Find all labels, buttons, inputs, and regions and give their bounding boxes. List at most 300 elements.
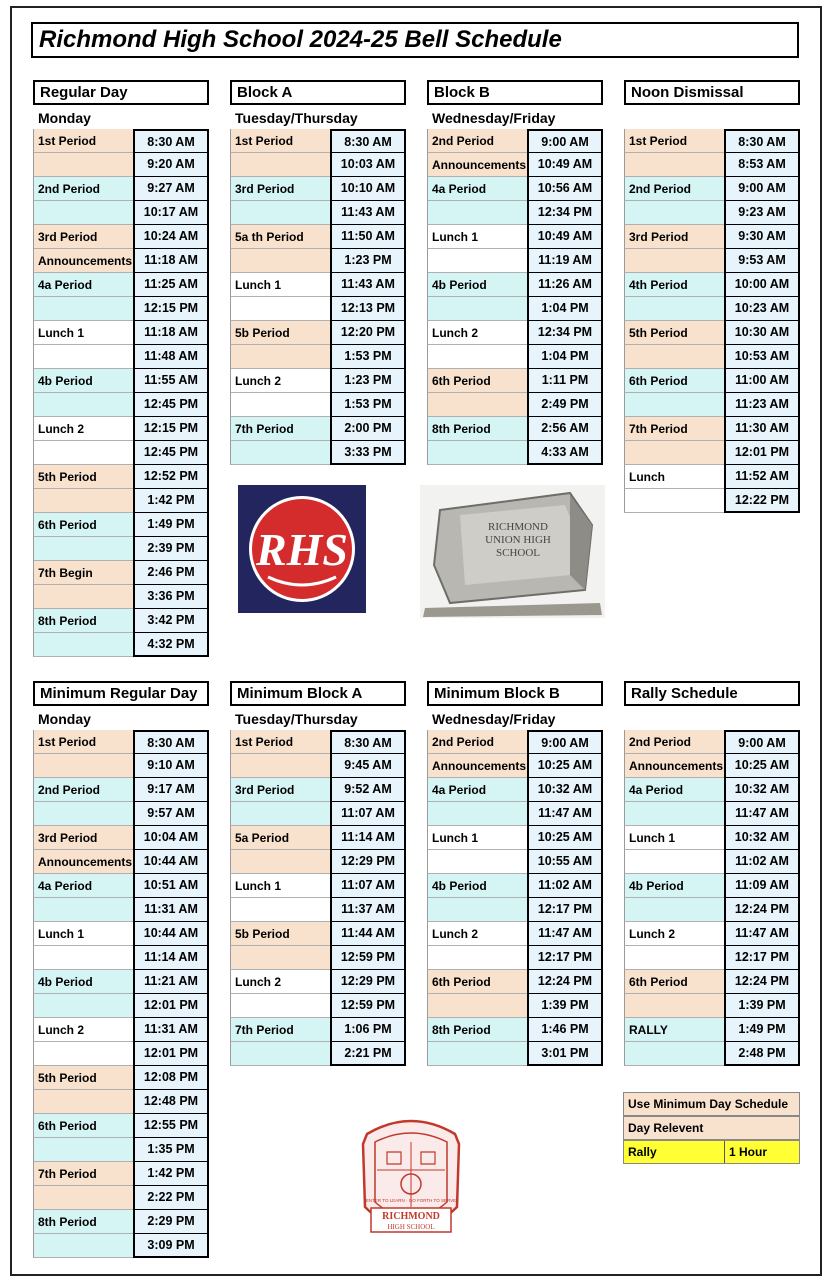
period-label: [33, 489, 133, 513]
period-label: [33, 201, 133, 225]
period-time: 10:23 AM: [724, 297, 800, 321]
schedule-row: [427, 826, 603, 850]
period-label: [624, 946, 724, 970]
schedule-row: [427, 946, 603, 970]
schedule-row: [33, 465, 209, 489]
schedule-row: [427, 898, 603, 922]
schedule-row: [230, 946, 406, 970]
period-time: 12:17 PM: [527, 898, 603, 922]
period-label: [230, 754, 330, 778]
schedule-row: [33, 1090, 209, 1114]
schedule-row: [33, 441, 209, 465]
period-label: [33, 754, 133, 778]
period-label: [624, 297, 724, 321]
schedule-row: [230, 153, 406, 177]
schedule-row: [624, 1018, 800, 1042]
schedule-row: [33, 393, 209, 417]
period-label: Lunch 2: [427, 321, 527, 345]
period-time: 8:53 AM: [724, 153, 800, 177]
schedule-row: [33, 585, 209, 609]
period-label: 4a Period: [33, 874, 133, 898]
period-label: [230, 946, 330, 970]
schedule-row: [33, 1234, 209, 1258]
period-time: 1:53 PM: [330, 345, 406, 369]
period-label: Announcements: [33, 850, 133, 874]
schedule-row: [427, 874, 603, 898]
schedule-row: [624, 393, 800, 417]
period-label: [230, 898, 330, 922]
period-label: [427, 850, 527, 874]
period-time: 1:23 PM: [330, 249, 406, 273]
period-label: [33, 585, 133, 609]
schedule-row: [427, 922, 603, 946]
period-label: 8th Period: [427, 1018, 527, 1042]
period-label: Announcements: [427, 153, 527, 177]
schedule-row: [33, 345, 209, 369]
period-time: 12:59 PM: [330, 946, 406, 970]
period-label: [230, 393, 330, 417]
period-label: 1st Period: [230, 129, 330, 153]
schedule-row: [230, 177, 406, 201]
period-time: 10:44 AM: [133, 850, 209, 874]
period-label: Lunch 1: [230, 273, 330, 297]
period-time: 2:29 PM: [133, 1210, 209, 1234]
note-rally: [623, 1140, 800, 1164]
note-min-day-text: Use Minimum Day Schedule: [628, 1097, 789, 1111]
period-time: 11:09 AM: [724, 874, 800, 898]
schedule-row: [624, 778, 800, 802]
schedule-row: [33, 1138, 209, 1162]
period-label: Lunch 2: [33, 417, 133, 441]
period-time: 11:47 AM: [527, 922, 603, 946]
period-label: 4th Period: [624, 273, 724, 297]
schedule-row: [230, 874, 406, 898]
schedule-header: Noon Dismissal: [624, 80, 800, 105]
schedule-row: [624, 273, 800, 297]
note-min-day: [623, 1092, 800, 1116]
period-label: [427, 802, 527, 826]
schedule-header: Block B: [427, 80, 603, 105]
period-time: 4:32 PM: [133, 633, 209, 657]
schedule-row: [33, 537, 209, 561]
period-time: 11:07 AM: [330, 802, 406, 826]
period-label: 3rd Period: [33, 225, 133, 249]
schedule-row: [624, 225, 800, 249]
schedule-header: Regular Day: [33, 80, 209, 105]
schedule-row: [230, 826, 406, 850]
period-label: 8th Period: [33, 1210, 133, 1234]
stone-text-2: UNION HIGH: [485, 534, 551, 546]
period-label: [230, 994, 330, 1018]
period-time: 1:06 PM: [330, 1018, 406, 1042]
schedule-row: [427, 393, 603, 417]
period-time: 2:56 AM: [527, 417, 603, 441]
schedule-row: [624, 898, 800, 922]
schedule-row: [33, 1018, 209, 1042]
period-label: 5th Period: [33, 1066, 133, 1090]
period-label: Lunch 1: [427, 225, 527, 249]
schedule-row: [427, 1018, 603, 1042]
period-time: 10:24 AM: [133, 225, 209, 249]
period-label: [624, 802, 724, 826]
period-time: 11:30 AM: [724, 417, 800, 441]
period-time: 11:55 AM: [133, 369, 209, 393]
period-label: [230, 297, 330, 321]
schedule-row: [427, 321, 603, 345]
period-label: [624, 393, 724, 417]
schedule-row: [624, 153, 800, 177]
period-label: [624, 441, 724, 465]
period-label: [33, 297, 133, 321]
period-label: Lunch 2: [427, 922, 527, 946]
period-label: [33, 633, 133, 657]
schedule-row: [33, 1186, 209, 1210]
schedule-row: [33, 898, 209, 922]
schedule-row: [624, 994, 800, 1018]
schedule-row: [427, 417, 603, 441]
note-rally-label: Rally: [628, 1145, 657, 1159]
schedule-row: [230, 249, 406, 273]
period-time: 11:47 AM: [724, 922, 800, 946]
schedule-row: [33, 609, 209, 633]
period-label: [230, 1042, 330, 1066]
period-label: [427, 946, 527, 970]
period-label: 7th Period: [33, 1162, 133, 1186]
period-label: 4a Period: [427, 778, 527, 802]
period-label: 1st Period: [33, 129, 133, 153]
period-label: [230, 249, 330, 273]
period-label: [427, 393, 527, 417]
schedule-row: [624, 850, 800, 874]
period-time: 1:35 PM: [133, 1138, 209, 1162]
period-time: 12:01 PM: [133, 1042, 209, 1066]
period-time: 12:17 PM: [724, 946, 800, 970]
schedule-header: Rally Schedule: [624, 681, 800, 706]
schedule-row: [33, 129, 209, 153]
period-time: 8:30 AM: [724, 129, 800, 153]
schedule-row: [624, 946, 800, 970]
period-time: 12:48 PM: [133, 1090, 209, 1114]
period-time: 11:26 AM: [527, 273, 603, 297]
period-time: 12:01 PM: [133, 994, 209, 1018]
period-time: 10:25 AM: [527, 826, 603, 850]
stone-monument-image: [420, 485, 605, 618]
schedule-header: Minimum Regular Day: [33, 681, 209, 706]
schedule-row: [33, 778, 209, 802]
schedule-row: [33, 850, 209, 874]
period-label: Lunch 2: [230, 970, 330, 994]
period-label: [230, 802, 330, 826]
period-time: 12:59 PM: [330, 994, 406, 1018]
schedule-row: [230, 802, 406, 826]
period-time: 2:48 PM: [724, 1042, 800, 1066]
period-label: 3rd Period: [230, 778, 330, 802]
period-label: [624, 850, 724, 874]
schedule-row: [33, 970, 209, 994]
period-time: 9:20 AM: [133, 153, 209, 177]
period-label: [33, 1186, 133, 1210]
period-label: 7th Begin: [33, 561, 133, 585]
period-time: 12:15 PM: [133, 417, 209, 441]
period-time: 10:17 AM: [133, 201, 209, 225]
schedule-day-label: Tuesday/Thursday: [235, 711, 358, 727]
schedule-row: [33, 802, 209, 826]
period-time: 10:44 AM: [133, 922, 209, 946]
schedule-row: [230, 345, 406, 369]
period-time: 2:22 PM: [133, 1186, 209, 1210]
period-time: 3:01 PM: [527, 1042, 603, 1066]
period-label: 8th Period: [33, 609, 133, 633]
period-label: Lunch 1: [624, 826, 724, 850]
schedule-row: [230, 1018, 406, 1042]
schedule-row: [427, 297, 603, 321]
schedule-row: [33, 561, 209, 585]
schedule-row: [230, 922, 406, 946]
period-time: 11:19 AM: [527, 249, 603, 273]
period-label: [427, 201, 527, 225]
page-title: Richmond High School 2024-25 Bell Schedule: [31, 22, 799, 58]
period-time: 10:32 AM: [724, 778, 800, 802]
schedule-row: [427, 778, 603, 802]
schedule-row: [33, 513, 209, 537]
schedule-row: [624, 345, 800, 369]
period-time: 9:30 AM: [724, 225, 800, 249]
schedule-row: [33, 225, 209, 249]
period-time: 12:45 PM: [133, 393, 209, 417]
period-label: 5b Period: [230, 321, 330, 345]
schedule-row: [427, 994, 603, 1018]
period-time: 11:02 AM: [527, 874, 603, 898]
schedule-header: Minimum Block A: [230, 681, 406, 706]
period-time: 9:53 AM: [724, 249, 800, 273]
period-time: 9:00 AM: [724, 730, 800, 754]
period-label: 4a Period: [624, 778, 724, 802]
stone-text-1: RICHMOND: [488, 521, 548, 533]
period-label: 7th Period: [230, 417, 330, 441]
period-label: 6th Period: [624, 369, 724, 393]
period-label: Announcements: [33, 249, 133, 273]
schedule-row: [427, 730, 603, 754]
schedule-row: [230, 970, 406, 994]
period-label: [624, 153, 724, 177]
period-time: 12:20 PM: [330, 321, 406, 345]
period-time: 12:22 PM: [724, 489, 800, 513]
period-time: 10:32 AM: [724, 826, 800, 850]
period-time: 9:00 AM: [527, 129, 603, 153]
period-time: 10:53 AM: [724, 345, 800, 369]
period-label: [230, 850, 330, 874]
schedule-row: [624, 874, 800, 898]
period-time: 11:47 AM: [527, 802, 603, 826]
schedule-row: [33, 826, 209, 850]
period-time: 11:18 AM: [133, 249, 209, 273]
period-time: 11:44 AM: [330, 922, 406, 946]
period-label: 6th Period: [427, 970, 527, 994]
period-time: 11:07 AM: [330, 874, 406, 898]
period-time: 9:00 AM: [724, 177, 800, 201]
period-time: 1:49 PM: [724, 1018, 800, 1042]
period-time: 1:42 PM: [133, 1162, 209, 1186]
period-time: 2:46 PM: [133, 561, 209, 585]
schedule-row: [624, 297, 800, 321]
schedule-row: [427, 850, 603, 874]
period-label: [33, 393, 133, 417]
note-day-relevent: [623, 1116, 800, 1140]
schedule-row: [624, 321, 800, 345]
schedule-row: [427, 249, 603, 273]
schedule-row: [624, 465, 800, 489]
period-label: [427, 898, 527, 922]
school-crest: [347, 1112, 475, 1252]
period-time: 8:30 AM: [330, 129, 406, 153]
period-time: 11:48 AM: [133, 345, 209, 369]
schedule-row: [624, 441, 800, 465]
schedule-row: [624, 489, 800, 513]
period-time: 10:10 AM: [330, 177, 406, 201]
schedule-day-label: Wednesday/Friday: [432, 711, 556, 727]
period-time: 3:36 PM: [133, 585, 209, 609]
period-label: 6th Period: [33, 1114, 133, 1138]
period-label: Lunch 2: [33, 1018, 133, 1042]
schedule-row: [33, 249, 209, 273]
period-time: 3:33 PM: [330, 441, 406, 465]
schedule-row: [624, 417, 800, 441]
period-label: 4b Period: [624, 874, 724, 898]
period-label: 4a Period: [33, 273, 133, 297]
schedule-row: [230, 393, 406, 417]
rhs-logo: [238, 485, 366, 613]
period-label: Lunch 1: [33, 922, 133, 946]
period-label: [624, 1042, 724, 1066]
period-label: [33, 946, 133, 970]
period-time: 1:04 PM: [527, 345, 603, 369]
period-time: 12:29 PM: [330, 970, 406, 994]
schedule-row: [33, 946, 209, 970]
stone-text-3: SCHOOL: [495, 547, 541, 559]
schedule-row: [33, 417, 209, 441]
period-time: 12:29 PM: [330, 850, 406, 874]
schedule-row: [230, 994, 406, 1018]
period-label: 1st Period: [230, 730, 330, 754]
period-label: [33, 1138, 133, 1162]
period-time: 1:39 PM: [527, 994, 603, 1018]
period-label: Lunch 2: [624, 922, 724, 946]
schedule-row: [33, 1210, 209, 1234]
period-label: [33, 802, 133, 826]
period-label: 4b Period: [33, 970, 133, 994]
period-label: [33, 1090, 133, 1114]
period-label: [624, 898, 724, 922]
period-time: 11:14 AM: [133, 946, 209, 970]
schedule-row: [33, 177, 209, 201]
period-time: 9:52 AM: [330, 778, 406, 802]
period-label: [33, 345, 133, 369]
period-time: 1:39 PM: [724, 994, 800, 1018]
period-label: [230, 345, 330, 369]
schedule-row: [427, 201, 603, 225]
period-label: [624, 201, 724, 225]
rhs-logo-text: RHS: [255, 524, 349, 575]
period-label: [230, 201, 330, 225]
period-time: 12:34 PM: [527, 321, 603, 345]
period-label: [427, 441, 527, 465]
period-time: 4:33 AM: [527, 441, 603, 465]
period-time: 9:00 AM: [527, 730, 603, 754]
schedule-row: [33, 201, 209, 225]
period-time: 8:30 AM: [133, 730, 209, 754]
period-label: Lunch 1: [230, 874, 330, 898]
period-time: 11:18 AM: [133, 321, 209, 345]
period-time: 9:10 AM: [133, 754, 209, 778]
period-time: 1:11 PM: [527, 369, 603, 393]
period-time: 10:49 AM: [527, 153, 603, 177]
period-time: 12:01 PM: [724, 441, 800, 465]
period-label: 4b Period: [33, 369, 133, 393]
schedule-row: [33, 321, 209, 345]
schedule-row: [230, 778, 406, 802]
period-label: 6th Period: [427, 369, 527, 393]
period-time: 1:53 PM: [330, 393, 406, 417]
period-label: [230, 153, 330, 177]
period-label: 6th Period: [624, 970, 724, 994]
period-label: [427, 297, 527, 321]
schedule-row: [624, 970, 800, 994]
schedule-row: [33, 1042, 209, 1066]
period-label: 3rd Period: [33, 826, 133, 850]
schedule-row: [230, 201, 406, 225]
note-day-relevent-text: Day Relevent: [628, 1121, 704, 1135]
period-label: 2nd Period: [624, 177, 724, 201]
period-label: 2nd Period: [33, 177, 133, 201]
period-time: 2:49 PM: [527, 393, 603, 417]
schedule-row: [624, 369, 800, 393]
schedule-row: [33, 994, 209, 1018]
schedule-row: [33, 922, 209, 946]
period-time: 11:31 AM: [133, 898, 209, 922]
schedule-row: [33, 1114, 209, 1138]
schedule-row: [427, 970, 603, 994]
period-label: Announcements: [624, 754, 724, 778]
period-time: 12:08 PM: [133, 1066, 209, 1090]
period-time: 9:27 AM: [133, 177, 209, 201]
schedule-row: [33, 153, 209, 177]
period-label: 7th Period: [230, 1018, 330, 1042]
period-time: 12:15 PM: [133, 297, 209, 321]
schedule-row: [230, 850, 406, 874]
schedule-row: [427, 273, 603, 297]
period-time: 10:56 AM: [527, 177, 603, 201]
schedule-row: [427, 129, 603, 153]
period-label: [33, 537, 133, 561]
period-time: 11:25 AM: [133, 273, 209, 297]
schedule-row: [230, 225, 406, 249]
period-time: 10:25 AM: [724, 754, 800, 778]
schedule-row: [33, 369, 209, 393]
period-label: Lunch 2: [230, 369, 330, 393]
schedule-row: [624, 730, 800, 754]
schedule-row: [624, 826, 800, 850]
crest-text-1: RICHMOND: [382, 1211, 440, 1222]
schedule-row: [624, 201, 800, 225]
period-label: RALLY: [624, 1018, 724, 1042]
period-time: 11:00 AM: [724, 369, 800, 393]
schedule-day-label: Monday: [38, 110, 91, 126]
period-label: 5a th Period: [230, 225, 330, 249]
schedule-row: [624, 754, 800, 778]
period-label: 1st Period: [624, 129, 724, 153]
schedule-day-label: Monday: [38, 711, 91, 727]
period-time: 11:21 AM: [133, 970, 209, 994]
